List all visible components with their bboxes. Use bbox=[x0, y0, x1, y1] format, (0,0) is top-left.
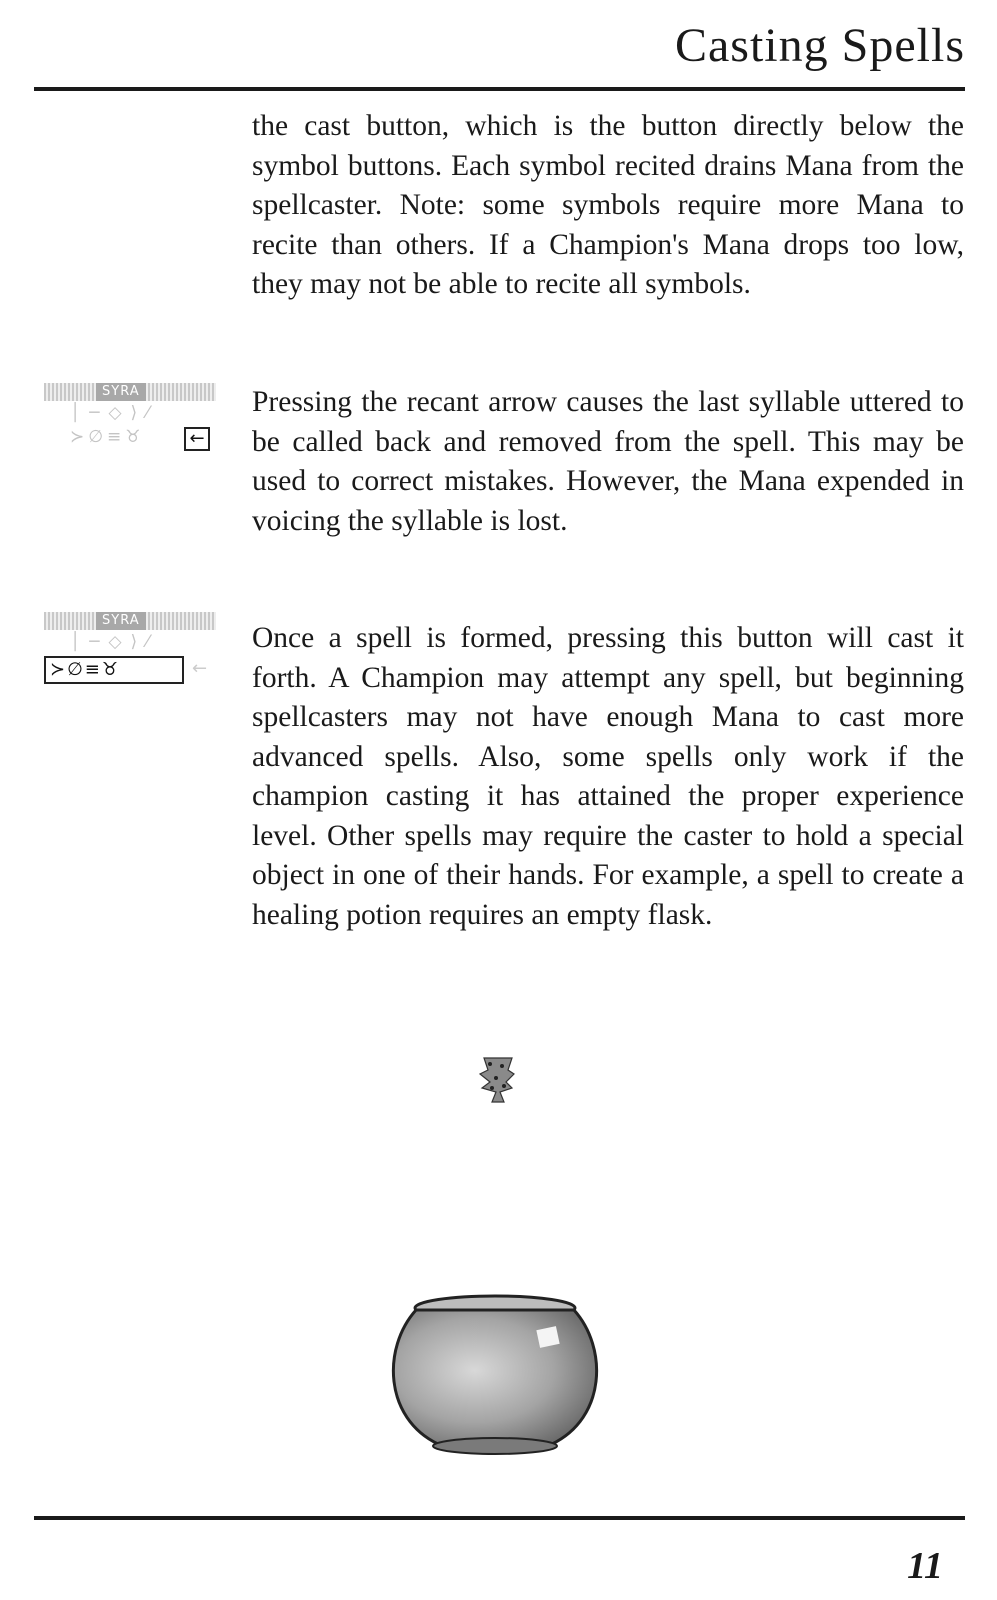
paragraph-cast-button: the cast button, which is the button directly below the symbol buttons. Each symbol recited drains Mana from the spellcaster. Note: some symbols require more Mana to recite than others. If a Champion's Mana drops too low, they may not be able to recite all symbols. bbox=[252, 110, 964, 300]
ornament-icon bbox=[470, 1052, 526, 1108]
recant-arrow-icon: ← bbox=[184, 427, 210, 451]
rune-symbols-row: │─◇⟩⁄ bbox=[70, 403, 159, 423]
spell-panel-recant-illustration bbox=[44, 383, 216, 457]
spell-runes-faded: ≻∅≡♉ bbox=[70, 427, 145, 447]
spell-panel-cast-illustration bbox=[44, 612, 216, 702]
paragraph-casting-spell: Once a spell is formed, pressing this button will cast it forth. A Champion may attempt any spell, but beginning spellcasters may not have enough Mana to cast more advanced spells. Also, some spells only work if the champion casting it has attained the proper experience level. Other spells may require the caster to hold a special object in one of their hands. For example, a spell to create a healing potion requires an empty flask. bbox=[252, 622, 964, 931]
cast-spell-box: ≻∅≡♉ bbox=[44, 656, 184, 684]
footer-rule bbox=[34, 1516, 965, 1520]
page-number: 11 bbox=[907, 1545, 943, 1587]
champion-name: SYRA bbox=[96, 383, 146, 401]
champion-name: SYRA bbox=[96, 612, 146, 630]
paragraph-recant-arrow: Pressing the recant arrow causes the last syllable uttered to be called back and removed from the spell. This may be used to correct mistakes. However, the Mana expended in voicing the syllable is lost. bbox=[252, 386, 964, 537]
page-title: Casting Spells bbox=[674, 19, 965, 72]
header-rule bbox=[34, 87, 965, 91]
recant-arrow-faded-icon: ← bbox=[192, 658, 208, 679]
empty-flask-icon bbox=[378, 1288, 612, 1460]
rune-symbols-row: │─◇⟩⁄ bbox=[70, 632, 159, 652]
